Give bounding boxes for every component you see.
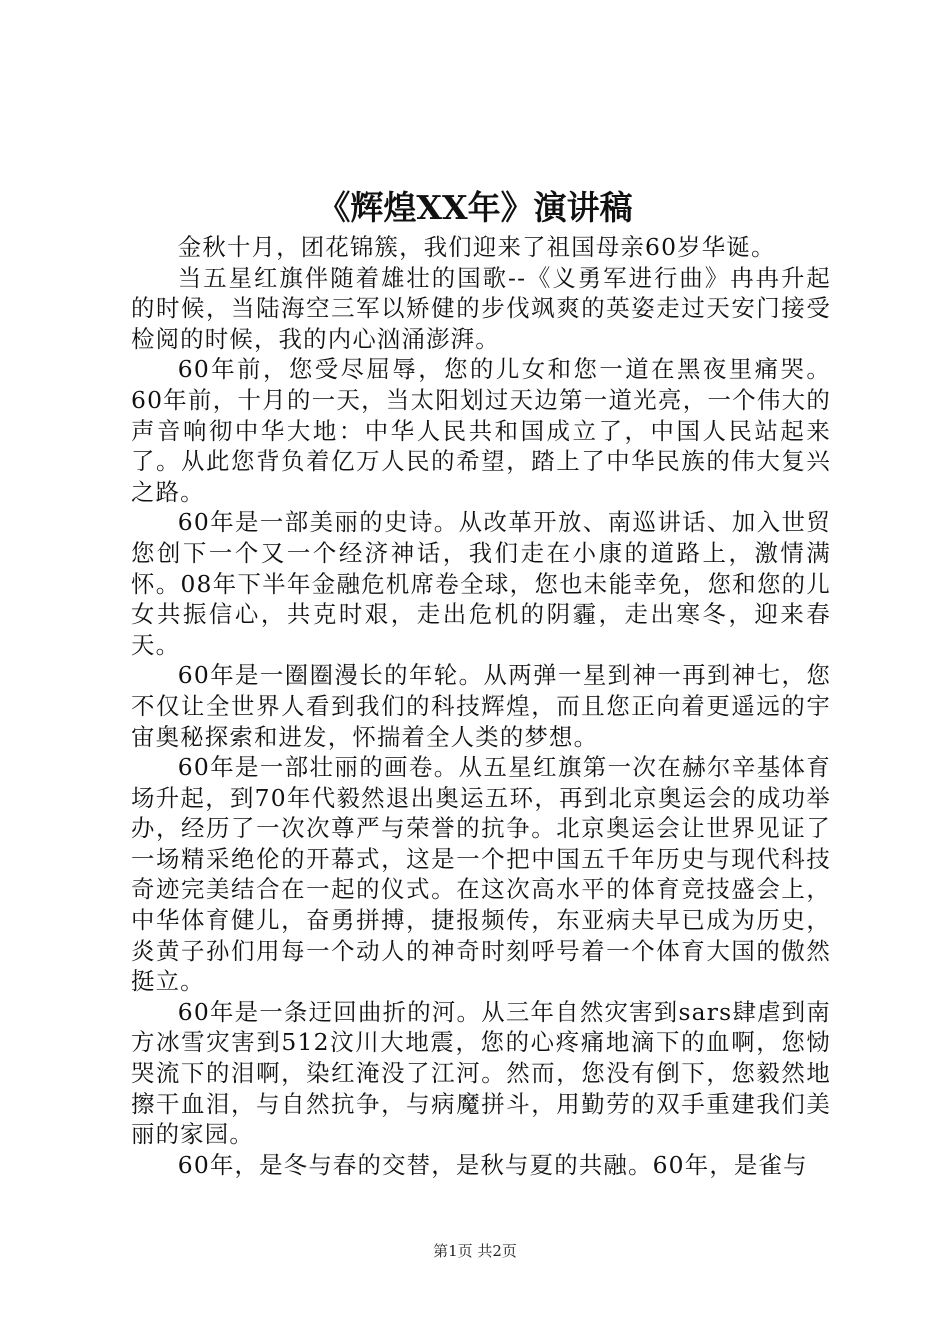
document-body xyxy=(131,232,831,1180)
page-number-footer: 第1页 共2页 xyxy=(433,1242,517,1260)
document-title: 《辉煌XX年》演讲稿 xyxy=(317,188,633,227)
paragraph: 当五星红旗伴随着雄壮的国歌--《义勇军进行曲》冉冉升起的时候，当陆海空三军以矫健的步伐飒爽的英姿走过天安门接受检阅的时候，我的内心汹涌澎湃。 xyxy=(131,263,831,353)
paragraph: 60年是一圈圈漫长的年轮。从两弹一星到神一再到神七，您不仅让全世界人看到我们的科技辉煌，而且您正向着更遥远的宇宙奥秘探索和进发，怀揣着全人类的梦想。 xyxy=(131,661,831,751)
paragraph: 60年是一部美丽的史诗。从改革开放、南巡讲话、加入世贸您创下一个又一个经济神话，我们走在小康的道路上，激情满怀。08年下半年金融危机席卷全球，您也未能幸免，您和您的儿女共振信心，共克时艰，走出危机的阴霾，走出寒冬，迎来春天。 xyxy=(131,508,831,659)
paragraph: 60年是一部壮丽的画卷。从五星红旗第一次在赫尔辛基体育场升起，到70年代毅然退出奥运五环，再到北京奥运会的成功举办，经历了一次次尊严与荣誉的抗争。北京奥运会让世界见证了一场精采绝伦的开幕式，这是一个把中国五千年历史与现代科技奇迹完美结合在一起的仪式。在这次高水平的体育竞技盛会上，中华体育健儿，奋勇拼搏，捷报频传，东亚病夫早已成为历史，炎黄子孙们用每一个动人的神奇时刻呼号着一个体育大国的傲然挺立。 xyxy=(131,753,831,996)
paragraph: 60年，是冬与春的交替，是秋与夏的共融。60年，是雀与 xyxy=(177,1150,808,1179)
paragraph: 60年是一条迂回曲折的河。从三年自然灾害到sars肆虐到南方冰雪灾害到512汶川大地震，您的心疼痛地滴下的血啊，您恸哭流下的泪啊，染红淹没了江河。然而，您没有倒下，您毅然地擦干血泪，与自然抗争，与病魔拼斗，用勤劳的双手重建我们美丽的家园。 xyxy=(131,997,831,1149)
paragraph: 60年前，您受尽屈辱，您的儿女和您一道在黑夜里痛哭。60年前，十月的一天，当太阳划过天边第一道光亮，一个伟大的声音响彻中华大地：中华人民共和国成立了，中国人民站起来了。从此您背负着亿万人民的希望，踏上了中华民族的伟大复兴之路。 xyxy=(131,355,831,506)
paragraph: 金秋十月，团花锦簇，我们迎来了祖国母亲60岁华诞。 xyxy=(177,233,776,261)
